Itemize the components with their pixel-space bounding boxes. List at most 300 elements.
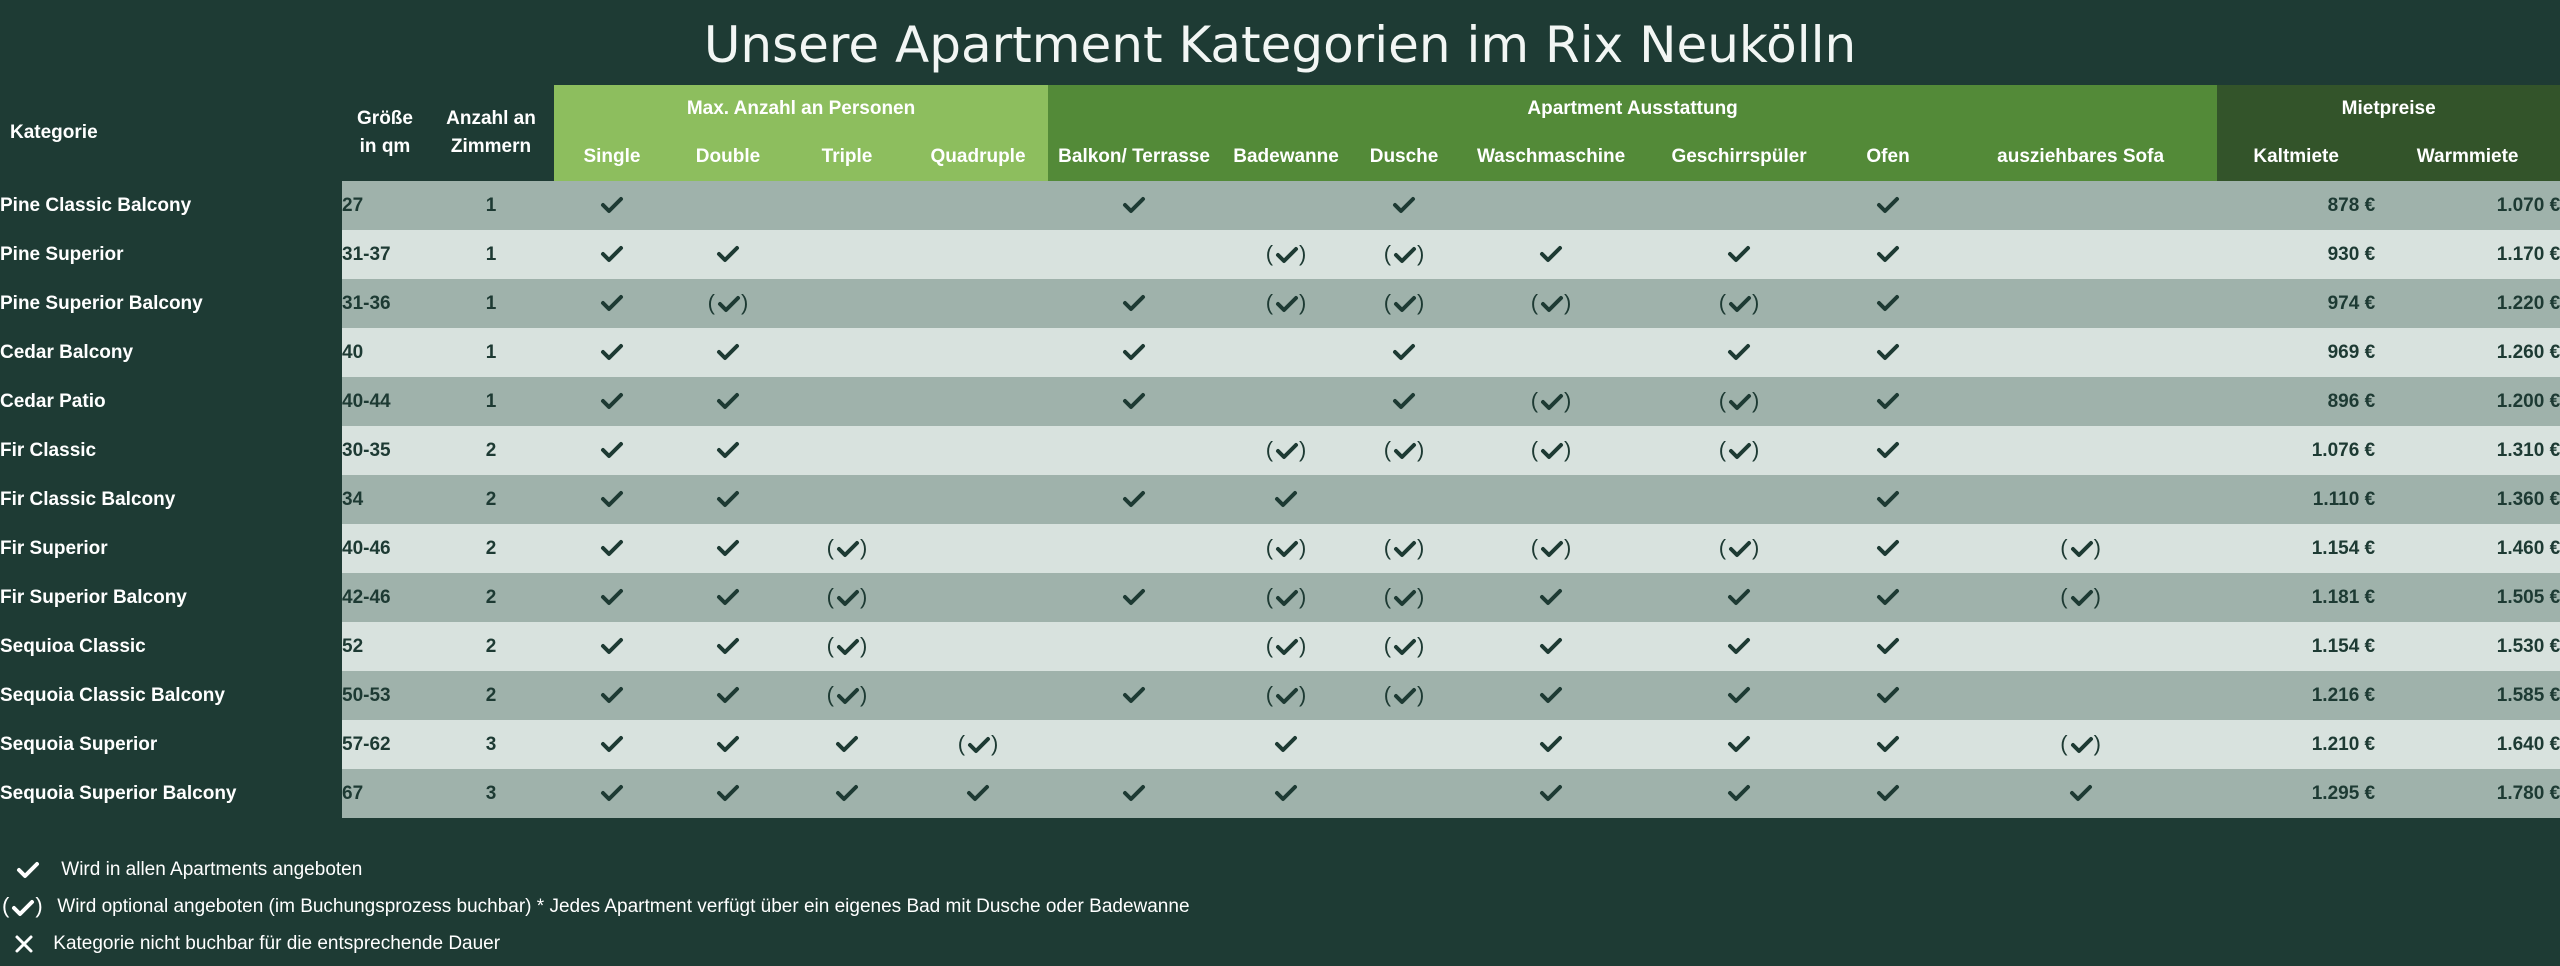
row-triple (786, 328, 908, 377)
row-geschirrspueler (1646, 573, 1832, 622)
row-badewanne (1220, 573, 1352, 622)
row-warmmiete: 1.260 € (2375, 328, 2560, 377)
optional-check-icon: ( ) (1718, 289, 1760, 315)
row-kaltmiete: 1.110 € (2217, 475, 2375, 524)
check-icon (1874, 293, 1902, 314)
check-icon (1725, 783, 1753, 804)
row-ofen (1832, 377, 1944, 426)
check-icon (2067, 783, 2095, 804)
row-kaltmiete: 878 € (2217, 181, 2375, 230)
row-waschmaschine (1456, 720, 1646, 769)
table-row (0, 279, 2560, 328)
row-badewanne (1220, 769, 1352, 818)
optional-check-icon: ( ) (1265, 534, 1307, 560)
optional-check-icon: ( ) (1383, 436, 1425, 462)
row-name: Fir Classic Balcony (0, 475, 342, 524)
row-sofa (1944, 769, 2217, 818)
row-double (670, 181, 786, 230)
check-icon (1874, 587, 1902, 608)
row-quadruple (908, 426, 1048, 475)
row-triple (786, 671, 908, 720)
row-balkon (1048, 475, 1220, 524)
row-name: Sequoia Superior (0, 720, 342, 769)
header-zimmer: Anzahl an Zimmern (428, 85, 554, 181)
optional-check-icon: ( ) (826, 632, 868, 658)
header-badewanne: Badewanne (1220, 133, 1352, 181)
row-quadruple (908, 181, 1048, 230)
row-name: Sequoia Classic Balcony (0, 671, 342, 720)
row-triple (786, 769, 908, 818)
table-row (0, 230, 2560, 279)
row-balkon (1048, 524, 1220, 573)
row-name: Cedar Patio (0, 377, 342, 426)
optional-check-icon: ( ) (2060, 583, 2101, 609)
row-geschirrspueler (1646, 524, 1832, 573)
check-icon (1874, 391, 1902, 412)
check-icon (598, 489, 626, 510)
apartment-table (0, 85, 2560, 818)
optional-check-icon: ( ) (1530, 534, 1572, 560)
row-rooms: 2 (428, 524, 554, 573)
row-balkon (1048, 769, 1220, 818)
row-balkon (1048, 573, 1220, 622)
check-icon (964, 783, 992, 804)
row-badewanne (1220, 622, 1352, 671)
header-geschirrspueler: Geschirrspüler (1646, 133, 1832, 181)
row-triple (786, 573, 908, 622)
header-warmmiete: Warmmiete (2375, 133, 2560, 181)
row-single (554, 671, 670, 720)
row-single (554, 622, 670, 671)
header-waschmaschine: Waschmaschine (1456, 133, 1646, 181)
check-icon (1537, 783, 1565, 804)
row-rooms: 1 (428, 279, 554, 328)
row-dusche (1352, 622, 1456, 671)
optional-check-icon: ( ) (707, 289, 749, 315)
row-ofen (1832, 181, 1944, 230)
row-size: 40-44 (342, 377, 428, 426)
check-icon (1120, 342, 1148, 363)
check-icon (714, 440, 742, 461)
row-double (670, 426, 786, 475)
row-badewanne (1220, 426, 1352, 475)
check-icon (714, 587, 742, 608)
check-icon (714, 783, 742, 804)
row-kaltmiete: 969 € (2217, 328, 2375, 377)
table-row (0, 181, 2560, 230)
row-quadruple (908, 475, 1048, 524)
row-sofa (1944, 573, 2217, 622)
row-rooms: 1 (428, 377, 554, 426)
row-kaltmiete: 974 € (2217, 279, 2375, 328)
row-warmmiete: 1.530 € (2375, 622, 2560, 671)
row-kaltmiete: 1.076 € (2217, 426, 2375, 475)
check-icon (1537, 636, 1565, 657)
row-sofa (1944, 230, 2217, 279)
check-icon (1272, 489, 1300, 510)
optional-check-icon: ( ) (1383, 534, 1425, 560)
row-warmmiete: 1.640 € (2375, 720, 2560, 769)
optional-check-icon: ( ) (1718, 387, 1760, 413)
check-icon (714, 685, 742, 706)
row-balkon (1048, 426, 1220, 475)
row-geschirrspueler (1646, 181, 1832, 230)
row-double (670, 475, 786, 524)
row-single (554, 720, 670, 769)
row-ofen (1832, 769, 1944, 818)
row-rooms: 1 (428, 328, 554, 377)
header-groesse: Größe in qm (342, 85, 428, 181)
optional-check-icon: ( ) (1265, 289, 1307, 315)
row-triple (786, 181, 908, 230)
row-warmmiete: 1.505 € (2375, 573, 2560, 622)
row-waschmaschine (1456, 622, 1646, 671)
row-sofa (1944, 475, 2217, 524)
row-triple (786, 377, 908, 426)
optional-check-icon: ( ) (2060, 730, 2101, 756)
check-icon (1390, 342, 1418, 363)
row-warmmiete: 1.460 € (2375, 524, 2560, 573)
row-ofen (1832, 573, 1944, 622)
row-kaltmiete: 1.181 € (2217, 573, 2375, 622)
row-balkon (1048, 671, 1220, 720)
row-warmmiete: 1.220 € (2375, 279, 2560, 328)
row-quadruple (908, 524, 1048, 573)
row-waschmaschine (1456, 181, 1646, 230)
row-kaltmiete: 1.295 € (2217, 769, 2375, 818)
row-quadruple (908, 622, 1048, 671)
row-dusche (1352, 328, 1456, 377)
row-ofen (1832, 230, 1944, 279)
row-sofa (1944, 622, 2217, 671)
check-icon (714, 734, 742, 755)
row-dusche (1352, 573, 1456, 622)
optional-check-icon: ( ) (957, 730, 999, 756)
row-warmmiete: 1.310 € (2375, 426, 2560, 475)
row-ofen (1832, 671, 1944, 720)
check-icon (1874, 440, 1902, 461)
check-icon (598, 195, 626, 216)
row-single (554, 230, 670, 279)
row-size: 40 (342, 328, 428, 377)
row-ofen (1832, 524, 1944, 573)
row-sofa (1944, 426, 2217, 475)
header-group-preise: Mietpreise (2217, 85, 2560, 133)
optional-check-icon: ( ) (1265, 240, 1307, 266)
row-single (554, 181, 670, 230)
row-double (670, 671, 786, 720)
row-waschmaschine (1456, 377, 1646, 426)
header-triple: Triple (786, 133, 908, 181)
optional-check-icon: ( ) (826, 534, 868, 560)
row-rooms: 1 (428, 181, 554, 230)
cross-icon (0, 929, 48, 959)
optional-check-icon: ( ) (1383, 681, 1425, 707)
row-single (554, 475, 670, 524)
check-icon (1874, 734, 1902, 755)
check-icon (1874, 636, 1902, 657)
row-name: Fir Superior Balcony (0, 573, 342, 622)
row-badewanne (1220, 230, 1352, 279)
row-dusche (1352, 524, 1456, 573)
optional-check-icon: ( ) (826, 681, 868, 707)
row-triple (786, 475, 908, 524)
row-waschmaschine (1456, 475, 1646, 524)
row-rooms: 1 (428, 230, 554, 279)
row-triple (786, 279, 908, 328)
page-title: Unsere Apartment Kategorien im Rix Neukölln (703, 16, 1857, 74)
row-size: 40-46 (342, 524, 428, 573)
row-badewanne (1220, 279, 1352, 328)
check-icon (714, 538, 742, 559)
row-sofa (1944, 524, 2217, 573)
row-dusche (1352, 279, 1456, 328)
row-kaltmiete: 1.216 € (2217, 671, 2375, 720)
legend-check (0, 855, 362, 885)
optional-check-icon: ( ) (1718, 436, 1760, 462)
legend-check-text: Wird in allen Apartments angeboten (61, 859, 363, 881)
row-waschmaschine (1456, 769, 1646, 818)
check-icon (598, 244, 626, 265)
row-single (554, 524, 670, 573)
row-triple (786, 230, 908, 279)
row-quadruple (908, 377, 1048, 426)
row-geschirrspueler (1646, 622, 1832, 671)
check-icon (1120, 489, 1148, 510)
row-kaltmiete: 930 € (2217, 230, 2375, 279)
row-sofa (1944, 328, 2217, 377)
legend-optional (0, 892, 1190, 922)
table-row (0, 720, 2560, 769)
row-dusche (1352, 181, 1456, 230)
check-icon (1725, 685, 1753, 706)
row-name: Fir Superior (0, 524, 342, 573)
row-warmmiete: 1.170 € (2375, 230, 2560, 279)
row-waschmaschine (1456, 230, 1646, 279)
check-icon (714, 636, 742, 657)
legend-cross-text: Kategorie nicht buchbar für die entsprechende Dauer (53, 933, 501, 955)
check-icon (1725, 244, 1753, 265)
optional-check-icon: ( ) (1265, 583, 1307, 609)
row-single (554, 769, 670, 818)
row-name: Pine Classic Balcony (0, 181, 342, 230)
row-rooms: 3 (428, 769, 554, 818)
row-quadruple (908, 230, 1048, 279)
check-icon (1120, 195, 1148, 216)
check-icon (1725, 342, 1753, 363)
row-size: 31-36 (342, 279, 428, 328)
row-quadruple (908, 573, 1048, 622)
row-waschmaschine (1456, 328, 1646, 377)
row-dusche (1352, 720, 1456, 769)
row-warmmiete: 1.070 € (2375, 181, 2560, 230)
check-icon (598, 293, 626, 314)
check-icon (1874, 195, 1902, 216)
row-size: 50-53 (342, 671, 428, 720)
optional-check-icon: ( ) (1383, 240, 1425, 266)
row-double (670, 769, 786, 818)
row-rooms: 2 (428, 426, 554, 475)
header-kaltmiete: Kaltmiete (2217, 133, 2375, 181)
optional-check-icon: ( ) (1530, 387, 1572, 413)
check-icon (598, 587, 626, 608)
optional-check-icon: ( ) (2060, 534, 2101, 560)
header-sofa: ausziehbares Sofa (1944, 133, 2217, 181)
row-double (670, 230, 786, 279)
row-badewanne (1220, 524, 1352, 573)
row-badewanne (1220, 475, 1352, 524)
header-ofen: Ofen (1832, 133, 1944, 181)
row-triple (786, 720, 908, 769)
check-icon (598, 342, 626, 363)
header-double: Double (670, 133, 786, 181)
check-icon (1120, 293, 1148, 314)
row-balkon (1048, 328, 1220, 377)
row-triple (786, 426, 908, 475)
row-waschmaschine (1456, 573, 1646, 622)
row-ofen (1832, 426, 1944, 475)
row-double (670, 377, 786, 426)
optional-check-icon: ( ) (1718, 534, 1760, 560)
row-balkon (1048, 720, 1220, 769)
optional-check-icon: ( ) (1383, 632, 1425, 658)
header-dusche: Dusche (1352, 133, 1456, 181)
row-kaltmiete: 1.154 € (2217, 622, 2375, 671)
check-icon (1874, 538, 1902, 559)
row-name: Pine Superior Balcony (0, 279, 342, 328)
row-size: 52 (342, 622, 428, 671)
check-icon (833, 734, 861, 755)
optional-check-icon: ( ) (1530, 436, 1572, 462)
check-icon (1874, 342, 1902, 363)
row-geschirrspueler (1646, 671, 1832, 720)
row-balkon (1048, 377, 1220, 426)
row-name: Sequoia Superior Balcony (0, 769, 342, 818)
legend-optional-text: Wird optional angeboten (im Buchungsprozess buchbar) * Jedes Apartment verfügt über ein eigenes Bad mit Dusche oder Badewanne (57, 896, 1190, 918)
row-quadruple (908, 279, 1048, 328)
row-single (554, 573, 670, 622)
optional-check-icon: ( ) (826, 583, 868, 609)
row-triple (786, 524, 908, 573)
check-icon (714, 342, 742, 363)
header-single: Single (554, 133, 670, 181)
check-icon (1272, 734, 1300, 755)
check-icon (1537, 734, 1565, 755)
row-badewanne (1220, 328, 1352, 377)
row-balkon (1048, 181, 1220, 230)
check-icon (1120, 391, 1148, 412)
table-row (0, 524, 2560, 573)
row-ofen (1832, 328, 1944, 377)
table-row (0, 573, 2560, 622)
row-geschirrspueler (1646, 377, 1832, 426)
check-icon (714, 391, 742, 412)
row-name: Cedar Balcony (0, 328, 342, 377)
row-double (670, 524, 786, 573)
row-size: 57-62 (342, 720, 428, 769)
row-geschirrspueler (1646, 426, 1832, 475)
check-icon (1120, 587, 1148, 608)
check-icon (598, 783, 626, 804)
check-icon (598, 636, 626, 657)
table-row (0, 328, 2560, 377)
row-geschirrspueler (1646, 720, 1832, 769)
check-icon (1120, 685, 1148, 706)
row-sofa (1944, 279, 2217, 328)
row-balkon (1048, 279, 1220, 328)
row-name: Sequioa Classic (0, 622, 342, 671)
row-waschmaschine (1456, 524, 1646, 573)
row-ofen (1832, 720, 1944, 769)
row-waschmaschine (1456, 279, 1646, 328)
check-icon (1537, 685, 1565, 706)
check-icon (1874, 244, 1902, 265)
row-rooms: 3 (428, 720, 554, 769)
check-icon (833, 783, 861, 804)
table-row (0, 769, 2560, 818)
table-row (0, 671, 2560, 720)
row-quadruple (908, 769, 1048, 818)
row-size: 34 (342, 475, 428, 524)
row-size: 67 (342, 769, 428, 818)
row-geschirrspueler (1646, 475, 1832, 524)
row-size: 42-46 (342, 573, 428, 622)
row-sofa (1944, 377, 2217, 426)
table-row (0, 377, 2560, 426)
check-icon (1874, 685, 1902, 706)
header-kategorie: Kategorie (0, 85, 342, 181)
row-rooms: 2 (428, 475, 554, 524)
row-dusche (1352, 230, 1456, 279)
row-sofa (1944, 720, 2217, 769)
row-size: 31-37 (342, 230, 428, 279)
check-icon (1390, 195, 1418, 216)
header-group-personen: Max. Anzahl an Personen (554, 85, 1048, 133)
row-badewanne (1220, 671, 1352, 720)
row-single (554, 377, 670, 426)
row-double (670, 622, 786, 671)
row-sofa (1944, 671, 2217, 720)
row-warmmiete: 1.780 € (2375, 769, 2560, 818)
check-icon (598, 734, 626, 755)
row-geschirrspueler (1646, 328, 1832, 377)
row-ofen (1832, 475, 1944, 524)
check-icon (1537, 244, 1565, 265)
table-row (0, 426, 2560, 475)
check-icon (598, 685, 626, 706)
check-icon (598, 538, 626, 559)
row-badewanne (1220, 377, 1352, 426)
check-icon (0, 855, 56, 885)
row-rooms: 2 (428, 622, 554, 671)
row-kaltmiete: 1.154 € (2217, 524, 2375, 573)
row-rooms: 2 (428, 573, 554, 622)
row-double (670, 573, 786, 622)
row-geschirrspueler (1646, 769, 1832, 818)
row-balkon (1048, 622, 1220, 671)
optional-check-icon: ( ) (1265, 681, 1307, 707)
row-dusche (1352, 377, 1456, 426)
row-triple (786, 622, 908, 671)
check-icon (1272, 783, 1300, 804)
row-kaltmiete: 896 € (2217, 377, 2375, 426)
row-dusche (1352, 475, 1456, 524)
row-size: 30-35 (342, 426, 428, 475)
row-quadruple (908, 328, 1048, 377)
row-quadruple (908, 720, 1048, 769)
check-icon (1390, 391, 1418, 412)
row-badewanne (1220, 720, 1352, 769)
